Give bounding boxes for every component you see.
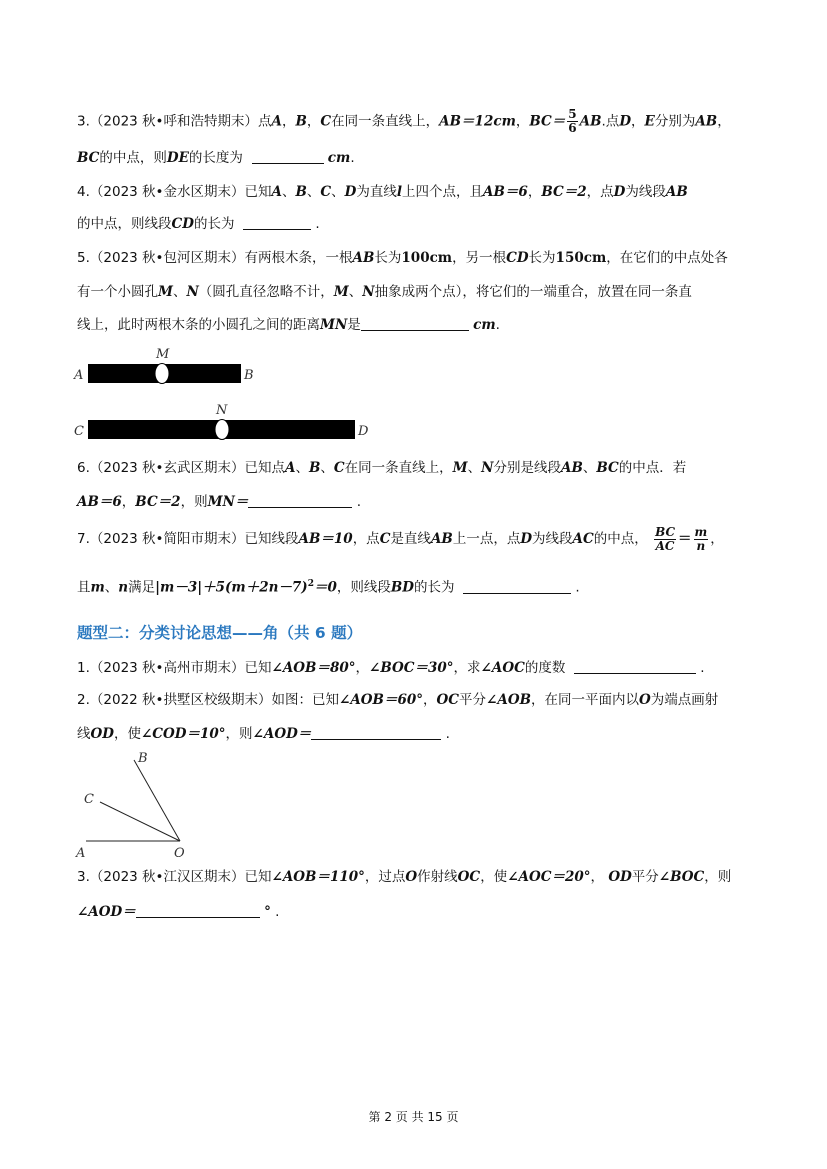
problem-3-line-1: 3.（2023 秋•呼和浩特期末）点A，B，C在同一条直线上，AB＝12cm，BC＝ $\frac{5}{6}$ AB.点D，E分别为AB，	[77, 107, 731, 135]
label-a: A	[74, 368, 84, 383]
label-c: C	[74, 424, 84, 439]
problem-4-line-2: 的中点，则线段CD的长为 .	[77, 216, 320, 232]
label-o: O	[174, 846, 185, 861]
label-c: C	[84, 792, 94, 807]
question-2-line-2: 线OD，使∠COD＝10°，则∠AOD＝ .	[77, 726, 450, 742]
answer-blank[interactable]	[252, 149, 324, 164]
question-3-line-2: ∠AOD＝ ° .	[77, 904, 280, 920]
question-1-line: 1.（2023 秋•高州市期末）已知∠AOB＝80°，∠BOC＝30°，求∠AOC的度数 .	[77, 660, 705, 676]
hole-n	[215, 420, 229, 440]
page-footer: 第 2 页 共 15 页	[368, 1110, 459, 1124]
fraction-bc-ac: $\frac{BC}{AC}$	[655, 524, 675, 553]
question-2-line-1: 2.（2022 秋•拱墅区校级期末）如图：已知∠AOB＝60°，OC平分∠AOB，在同一平面内以O为端点画射	[77, 692, 719, 708]
label-n: N	[216, 403, 228, 418]
problem-5-line-2: 有一个小圆孔M、N（圆孔直径忽略不计，M、N抽象成两个点），将它们的一端重合，放置在同一条直	[77, 284, 692, 300]
question-3-line-1: 3.（2023 秋•江汉区期末）已知∠AOB＝110°，过点O作射线OC，使∠AOC＝20°， OD平分∠BOC，则	[77, 869, 732, 885]
problem-5-line-1: 5.（2023 秋•包河区期末）有两根木条，一根AB长为100cm，另一根CD长为150cm，在它们的中点处各	[77, 250, 728, 266]
ray-oc	[100, 802, 180, 841]
answer-blank[interactable]	[248, 493, 352, 508]
label-m: M	[156, 347, 170, 362]
answer-blank[interactable]	[243, 215, 311, 230]
problem-6-line-2: AB＝6，BC＝2，则MN＝ .	[77, 494, 361, 510]
answer-blank[interactable]	[574, 659, 696, 674]
answer-blank[interactable]	[361, 316, 469, 331]
problem-5-line-3: 线上，此时两根木条的小圆孔之间的距离MN是 cm.	[77, 317, 500, 333]
problem-7-line-2: 且m、n满足$|m-3|+5(m+2n-7)^2=0$，则线段BD的长为 .	[77, 579, 580, 596]
problem-7-line-1: 7.（2023 秋•简阳市期末）已知线段AB＝10，点C是直线AB上一点，点D为线段AC的中点， $\frac{BC}{AC}$ ＝ $\frac{m}{n}$ ，	[77, 524, 724, 553]
problem-3-line-2: BC的中点，则DE的长度为 cm.	[77, 150, 355, 166]
hole-m	[155, 364, 169, 384]
angle-figure	[72, 746, 202, 862]
sticks-figure	[70, 342, 380, 444]
fraction-m-n: $\frac{m}{n}$	[694, 524, 708, 553]
answer-blank[interactable]	[136, 903, 260, 918]
section-heading: 题型二：分类讨论思想——角（共 6 题）	[77, 624, 363, 642]
answer-blank[interactable]	[463, 579, 571, 594]
ray-ob	[134, 760, 180, 841]
label-b: B	[244, 368, 254, 383]
answer-blank[interactable]	[311, 725, 441, 740]
fraction-5-6: $\frac{5}{6}$	[568, 107, 577, 135]
problem-6-line-1: 6.（2023 秋•玄武区期末）已知点A、B、C在同一条直线上，M、N分别是线段AB、BC的中点．若	[77, 460, 687, 476]
problem-4-line-1: 4.（2023 秋•金水区期末）已知A、B、C、D为直线l上四个点，且AB＝6，BC＝2，点D为线段AB	[77, 184, 688, 200]
label-b: B	[138, 751, 148, 766]
label-d: D	[358, 424, 369, 439]
label-a: A	[76, 846, 86, 861]
